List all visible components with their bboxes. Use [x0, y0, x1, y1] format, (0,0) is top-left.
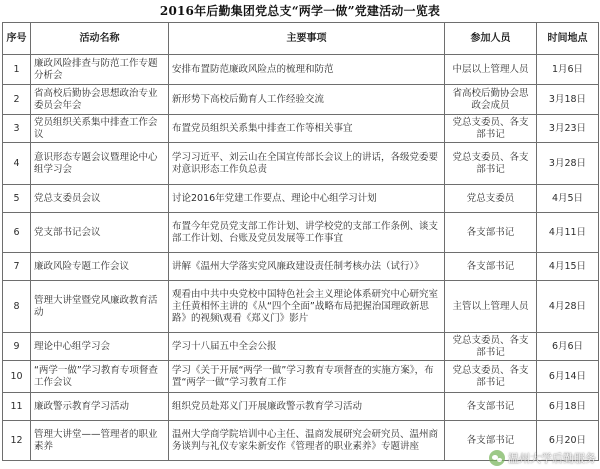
- header-time: 时间地点: [537, 23, 599, 55]
- cell-activity-name: 意识形态专题会议暨理论中心组学习会: [31, 143, 169, 185]
- cell-no: 2: [3, 85, 31, 115]
- cell-main-items: 温州大学商学院培训中心主任、温商发展研究会研究员、温州商务谈判与礼仪专家朱新安作《管理者的职业素养》专题讲座: [169, 421, 445, 461]
- table-row: [3, 333, 599, 361]
- cell-participants: 党总支委员、各支部书记: [445, 143, 537, 185]
- cell-participants: 党总支委员、各支部书记: [445, 333, 537, 361]
- header-row: [3, 23, 599, 55]
- header-no: 序号: [3, 23, 31, 55]
- cell-time: 6月20日: [537, 421, 599, 461]
- cell-time: 3月23日: [537, 115, 599, 143]
- cell-time: 6月14日: [537, 361, 599, 393]
- table-row: [3, 393, 599, 421]
- cell-time: 4月11日: [537, 213, 599, 253]
- table-row: [3, 281, 599, 333]
- cell-participants: 主管以上管理人员: [445, 281, 537, 333]
- table-row: [3, 253, 599, 281]
- cell-main-items: 学习十八届五中全会公报: [169, 333, 445, 361]
- cell-participants: 省高校后勤协会思政会成员: [445, 85, 537, 115]
- watermark-text: 温州大学后勤服务: [508, 452, 596, 465]
- cell-time: 4月15日: [537, 253, 599, 281]
- cell-time: 3月28日: [537, 143, 599, 185]
- cell-no: 1: [3, 55, 31, 85]
- cell-no: 8: [3, 281, 31, 333]
- cell-activity-name: 廉政风险排查与防范工作专题分析会: [31, 55, 169, 85]
- cell-activity-name: 廉政警示教育学习活动: [31, 393, 169, 421]
- cell-participants: 党总支委员: [445, 185, 537, 213]
- cell-no: 10: [3, 361, 31, 393]
- cell-activity-name: 理论中心组学习会: [31, 333, 169, 361]
- cell-participants: 各支部书记: [445, 213, 537, 253]
- cell-participants: 党总支委员、各支部书记: [445, 361, 537, 393]
- cell-time: 4月28日: [537, 281, 599, 333]
- cell-activity-name: 管理大讲堂暨党风廉政教育活动: [31, 281, 169, 333]
- cell-main-items: 讨论2016年党建工作要点、理论中心组学习计划: [169, 185, 445, 213]
- table-row: [3, 115, 599, 143]
- table-title: 2016年后勤集团党总支“两学一做”党建活动一览表: [159, 4, 441, 18]
- cell-main-items: 新形势下高校后勤育人工作经验交流: [169, 85, 445, 115]
- cell-main-items: 观看由中共中央党校中国特色社会主义理论体系研究中心研究室主任黄相怀主讲的《从“四个全面”战略布局把握治国理政新思路》的视频\观看《郑义门》影片: [169, 281, 445, 333]
- cell-no: 12: [3, 421, 31, 461]
- cell-main-items: 布置今年党员党支部工作计划、讲学校党的支部工作条例、谈支部工作计划、台账及党员发展等工作事宜: [169, 213, 445, 253]
- activities-table: [2, 22, 599, 461]
- cell-no: 4: [3, 143, 31, 185]
- cell-time: 4月5日: [537, 185, 599, 213]
- watermark: [489, 450, 596, 466]
- cell-main-items: 安排布置防范廉政风险点的梳理和防范: [169, 55, 445, 85]
- cell-activity-name: 廉政风险专题工作会议: [31, 253, 169, 281]
- cell-time: 6月6日: [537, 333, 599, 361]
- cell-activity-name: “两学一做”学习教育专项督查工作会议: [31, 361, 169, 393]
- cell-time: 1月6日: [537, 55, 599, 85]
- table-row: [3, 361, 599, 393]
- table-row: [3, 185, 599, 213]
- cell-time: 6月18日: [537, 393, 599, 421]
- cell-activity-name: 党总支委员会议: [31, 185, 169, 213]
- cell-activity-name: 党员组织关系集中排查工作会议: [31, 115, 169, 143]
- cell-no: 11: [3, 393, 31, 421]
- cell-participants: 中层以上管理人员: [445, 55, 537, 85]
- cell-no: 9: [3, 333, 31, 361]
- cell-no: 7: [3, 253, 31, 281]
- cell-main-items: 学习《关于开展“两学一做”学习教育专项督查的实施方案》，布置“两学一做”学习教育工作: [169, 361, 445, 393]
- cell-no: 3: [3, 115, 31, 143]
- cell-participants: 党总支委员、各支部书记: [445, 115, 537, 143]
- cell-activity-name: 党支部书记会议: [31, 213, 169, 253]
- table-row: [3, 85, 599, 115]
- table-row: [3, 213, 599, 253]
- cell-activity-name: 省高校后勤协会思想政治专业委员会年会: [31, 85, 169, 115]
- wechat-icon: [489, 450, 505, 466]
- cell-main-items: 组织党员赴郑义门开展廉政警示教育学习活动: [169, 393, 445, 421]
- table-row: [3, 55, 599, 85]
- header-main: 主要事项: [169, 23, 445, 55]
- table-row: [3, 143, 599, 185]
- header-name: 活动名称: [31, 23, 169, 55]
- cell-participants: 各支部书记: [445, 393, 537, 421]
- cell-main-items: 布置党员组织关系集中排查工作等相关事宜: [169, 115, 445, 143]
- cell-participants: 各支部书记: [445, 421, 537, 461]
- cell-activity-name: 管理大讲堂——管理者的职业素养: [31, 421, 169, 461]
- cell-no: 6: [3, 213, 31, 253]
- cell-no: 5: [3, 185, 31, 213]
- header-people: 参加人员: [445, 23, 537, 55]
- cell-main-items: 学习习近平、刘云山在全国宣传部长会议上的讲话，各级党委要对意识形态工作负总责: [169, 143, 445, 185]
- cell-time: 3月18日: [537, 85, 599, 115]
- cell-main-items: 讲解《温州大学落实党风廉政建设责任制考核办法（试行）》: [169, 253, 445, 281]
- cell-participants: 各支部书记: [445, 253, 537, 281]
